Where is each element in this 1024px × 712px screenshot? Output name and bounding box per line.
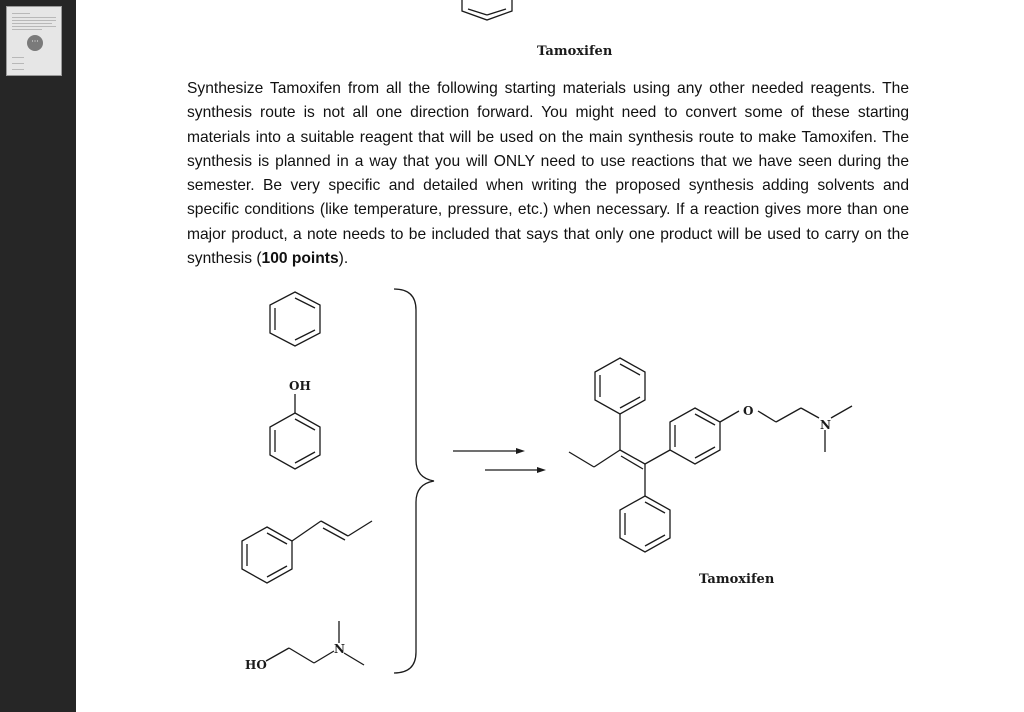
page-thumbnail[interactable] [6, 6, 62, 76]
question-end: ). [338, 250, 349, 268]
phenol-structure [270, 394, 320, 469]
product-caption: Tamoxifen [699, 572, 775, 587]
question-points: 100 points [261, 250, 339, 268]
page-number-badge [27, 35, 43, 51]
aminoalcohol-ho-label: HO [245, 658, 267, 672]
tamoxifen-nitrogen-label: N [820, 418, 831, 432]
aminoalcohol-n-label: N [334, 642, 345, 656]
aminoalcohol-structure [266, 621, 364, 665]
top-structure-caption: Tamoxifen [537, 44, 613, 59]
reactants-brace [394, 289, 434, 673]
top-benzene-fragment [462, 0, 512, 20]
tamoxifen-structure [569, 358, 852, 552]
question-paragraph [187, 77, 909, 271]
phenol-oh-label: OH [289, 379, 311, 393]
benzene-structure [270, 292, 320, 346]
propenylbenzene-structure [242, 521, 372, 583]
document-page [76, 0, 1024, 712]
tamoxifen-oxygen-label: O [743, 404, 754, 418]
question-text: Synthesize Tamoxifen from all the following starting materials using any other needed reagents. The synthesis route is not all one direction forward. You might need to convert some of these starting materials into a suitable reagent that will be used on the main synthesis route to make Tamoxifen. The synthesis is planned in a way that you will ONLY need to use reactions that we have seen during the semester. Be very specific and detailed when writing the proposed synthesis adding solvents and specific conditions (like temperature, pressure, etc.) when necessary. If a reaction gives more than one major product, a note needs to be included that says that only one product will be used to carry on the synthesis ( [187, 80, 909, 268]
thumbnail-sidebar [0, 0, 76, 712]
